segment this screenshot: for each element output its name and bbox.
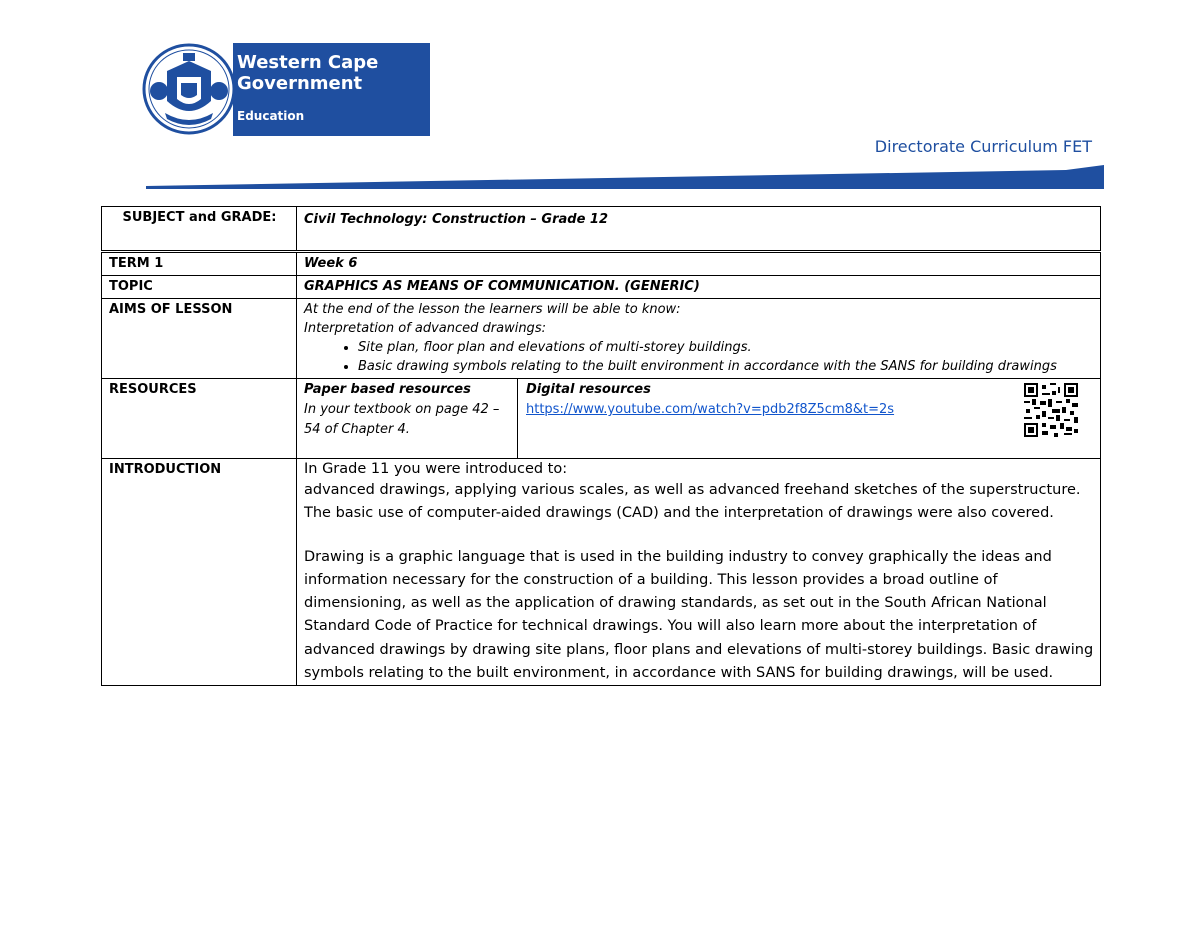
digital-resources-label: Digital resources — [526, 382, 651, 397]
header-band — [146, 163, 1104, 189]
aims-sub: Interpretation of advanced drawings: — [304, 321, 546, 336]
aims-bullet: • Site plan, floor plan and elevations of multi-storey buildings. — [358, 338, 1094, 357]
introduction-paragraph-2: Drawing is a graphic language that is used in the building industry to convey graphically the ideas and information necessary for the construction of a building. This lesson provides a broad outline of dimensioning, as well as the application of drawing standards, as set out in the South African National Standard Code of Practice for technical drawings. You will also learn more about the interpretation of advanced drawings by drawing site plans, floor plans and elevations of multi-storey buildings. Basic drawing symbols relating to the built environment, in accordance with SANS for building drawings, will be used. — [304, 548, 1094, 682]
introduction-label: INTRODUCTION — [102, 459, 297, 686]
western-cape-logo — [137, 43, 430, 136]
aims-list — [304, 338, 1094, 376]
resources-content — [297, 379, 1101, 459]
aims-intro: At the end of the lesson the learners will be able to know: — [304, 302, 681, 317]
introduction-row — [102, 459, 1101, 686]
topic-value: GRAPHICS AS MEANS OF COMMUNICATION. (GENERIC) — [297, 276, 1101, 299]
directorate-title: Directorate Curriculum FET — [874, 137, 1092, 156]
subject-label: SUBJECT and GRADE: — [102, 207, 297, 252]
term-value: Week 6 — [297, 252, 1101, 276]
subject-row — [102, 207, 1101, 252]
paper-resources-label: Paper based resources — [304, 382, 471, 397]
introduction-content — [297, 459, 1101, 686]
lesson-plan-table — [101, 206, 1101, 686]
coat-of-arms-icon — [137, 43, 233, 136]
paper-resources-cell — [297, 379, 518, 458]
topic-row — [102, 276, 1101, 299]
digital-resources-cell — [518, 379, 1101, 458]
logo-title — [237, 52, 378, 94]
resources-row — [102, 379, 1101, 459]
aims-label: AIMS OF LESSON — [102, 299, 297, 379]
aims-row — [102, 299, 1101, 379]
logo-title-line2: Government — [237, 73, 363, 94]
introduction-paragraph-1: advanced drawings, applying various scales, as well as advanced freehand sketches of the superstructure. The basic use of computer-aided drawings (CAD) and the interpretation of drawings were also covered. — [304, 482, 1081, 522]
resources-table — [297, 379, 1100, 458]
subject-value: Civil Technology: Construction – Grade 12 — [297, 207, 1101, 252]
qr-code-icon — [1024, 383, 1078, 437]
youtube-link[interactable]: https://www.youtube.com/watch?v=pdb2f8Z5cm8&t=2s — [526, 402, 895, 417]
aims-content — [297, 299, 1101, 379]
introduction-lead: In Grade 11 you were introduced to: — [304, 461, 568, 477]
term-label: TERM 1 — [102, 252, 297, 276]
term-row — [102, 252, 1101, 276]
logo-title-line1: Western Cape — [237, 52, 379, 73]
paper-resources-text: In your textbook on page 42 – 54 of Chapter 4. — [304, 402, 500, 437]
topic-label: TOPIC — [102, 276, 297, 299]
resources-label: RESOURCES — [102, 379, 297, 459]
aims-bullet: • Basic drawing symbols relating to the built environment in accordance with the SANS for building drawings — [358, 357, 1094, 376]
logo-subtitle: Education — [237, 109, 305, 123]
